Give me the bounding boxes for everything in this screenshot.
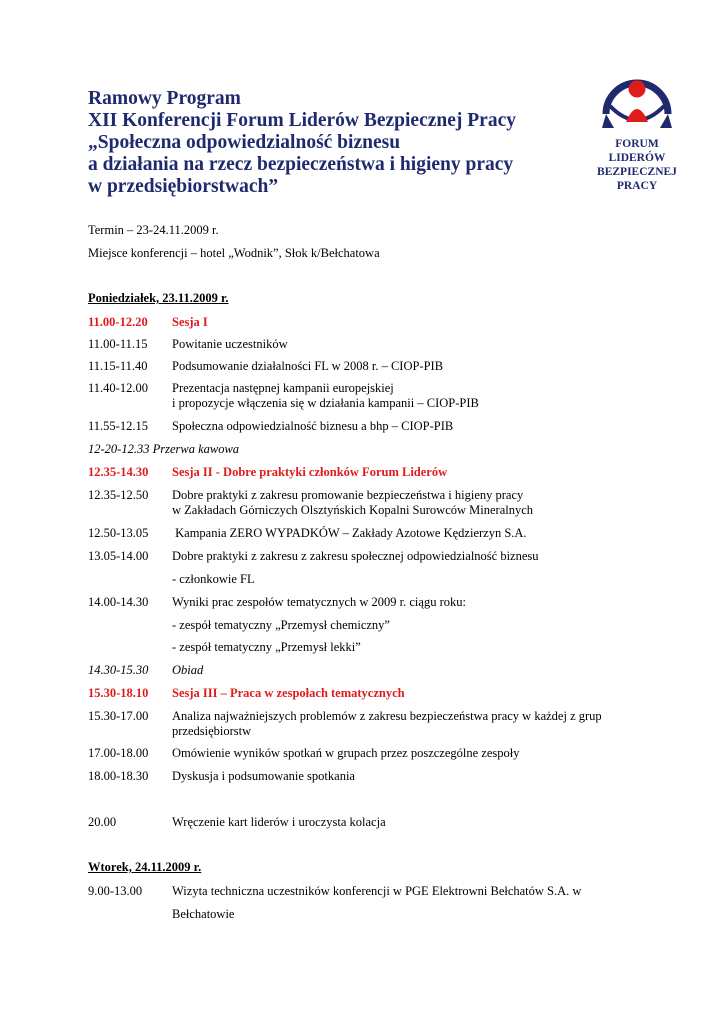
row-desc [172, 315, 642, 330]
logo-text-liderow: LIDERÓW [608, 152, 666, 164]
row-time: 11.15-11.40 [88, 359, 148, 373]
row-time: 14.00-14.30 [88, 595, 149, 609]
desc-line: Omówienie wyników spotkań w grupach przez poszczególne zespoły [172, 746, 520, 760]
row-desc [172, 884, 642, 921]
desc-line: - członkowie FL [172, 572, 255, 586]
row-desc [172, 337, 642, 352]
desc-line: Wizyta techniczna uczestników konferencji w PGE Elektrowni Bełchatów S.A. w [172, 884, 582, 898]
desc-line: Obiad [172, 663, 204, 677]
forum-logo [588, 62, 686, 202]
row-desc [172, 709, 642, 738]
title-line-1: Ramowy Program [88, 88, 241, 109]
row-desc [172, 381, 642, 410]
venue-line: Miejsce konferencji – hotel „Wodnik”, Słok k/Bełchatowa [88, 246, 380, 260]
row-time: 11.55-12.15 [88, 419, 148, 433]
row-time: 12.35-14.30 [88, 465, 149, 479]
row-time: 15.30-18.10 [88, 686, 149, 700]
row-desc [172, 769, 642, 784]
row-desc [172, 815, 642, 830]
title-line-3: „Społeczna odpowiedzialność biznesu [88, 132, 401, 153]
row-time: 11.40-12.00 [88, 381, 148, 395]
logo-caption [588, 137, 686, 193]
termin-line: Termin – 23-24.11.2009 r. [88, 223, 219, 237]
title-line-5: w przedsiębiorstwach” [88, 176, 279, 197]
desc-line: Dobre praktyki z zakresu z zakresu społecznej odpowiedzialność biznesu [172, 549, 539, 563]
desc-line: Sesja I [172, 315, 208, 329]
row-time: 12.35-12.50 [88, 488, 149, 502]
row-time: 15.30-17.00 [88, 709, 149, 723]
desc-line: w Zakładach Górniczych Olsztyńskich Kopalni Surowców Mineralnych [172, 502, 534, 517]
desc-line: Wręczenie kart liderów i uroczysta kolacja [172, 815, 386, 829]
desc-line: Sesja II - Dobre praktyki członków Forum Liderów [172, 465, 448, 479]
day1-heading: Poniedziałek, 23.11.2009 r. [88, 291, 229, 305]
desc-line: Dobre praktyki z zakresu promowanie bezpieczeństwa i higieny pracy [172, 488, 524, 502]
row-time: 20.00 [88, 815, 117, 829]
desc-line: Powitanie uczestników [172, 337, 288, 351]
row-time: 17.00-18.00 [88, 746, 149, 760]
row-desc [172, 526, 642, 541]
row-time: 11.00-11.15 [88, 337, 148, 351]
desc-line: Podsumowanie działalności FL w 2008 r. – CIOP-PIB [172, 359, 444, 373]
row-desc [172, 746, 642, 761]
row-time: 9.00-13.00 [88, 884, 143, 898]
desc-line: Prezentacja następnej kampanii europejskiej [172, 381, 394, 395]
desc-line: Sesja III – Praca w zespołach tematycznych [172, 686, 405, 700]
program-title [88, 88, 568, 198]
row-desc [172, 572, 642, 587]
logo-text-forum: FORUM [615, 138, 659, 150]
row-desc [172, 359, 642, 374]
row-desc [172, 686, 642, 701]
forum-liderow-emblem-icon [588, 62, 686, 134]
row-desc [172, 488, 642, 517]
row-time: 11.00-12.20 [88, 315, 148, 329]
coffee-break: 12-20-12.33 Przerwa kawowa [88, 442, 240, 456]
row-desc [172, 419, 642, 434]
row-time: 13.05-14.00 [88, 549, 149, 563]
desc-line: - zespół tematyczny „Przemysł chemiczny” [172, 618, 390, 632]
desc-line: Dyskusja i podsumowanie spotkania [172, 769, 355, 783]
desc-line: Społeczna odpowiedzialność biznesu a bhp – CIOP-PIB [172, 419, 454, 433]
row-time: 18.00-18.30 [88, 769, 149, 783]
row-desc [172, 595, 642, 610]
desc-line: Kampania ZERO WYPADKÓW – Zakłady Azotowe Kędzierzyn S.A. [172, 526, 527, 540]
row-time: 14.30-15.30 [88, 663, 149, 677]
desc-line: Wyniki prac zespołów tematycznych w 2009 r. ciągu roku: [172, 595, 466, 609]
desc-line: Analiza najważniejszych problemów z zakresu bezpieczeństwa pracy w każdej z grup [172, 709, 602, 723]
row-desc [172, 618, 642, 633]
row-desc [172, 465, 642, 480]
logo-text-bezpiecznej: BEZPIECZNEJ [597, 166, 677, 178]
row-desc [172, 549, 642, 564]
desc-line: Bełchatowie [172, 906, 235, 921]
row-time: 12.50-13.05 [88, 526, 149, 540]
day2-heading: Wtorek, 24.11.2009 r. [88, 860, 202, 874]
desc-line: i propozycje włączenia się w działania kampanii – CIOP-PIB [172, 395, 479, 410]
title-line-2: XII Konferencji Forum Liderów Bezpiecznej Pracy [88, 110, 516, 131]
row-desc [172, 640, 642, 655]
row-desc [172, 663, 642, 678]
desc-line: - zespół tematyczny „Przemysł lekki” [172, 640, 361, 654]
desc-line: przedsiębiorstw [172, 723, 252, 738]
title-line-4: a działania na rzecz bezpieczeństwa i higieny pracy [88, 154, 514, 175]
logo-text-pracy: PRACY [616, 180, 658, 192]
